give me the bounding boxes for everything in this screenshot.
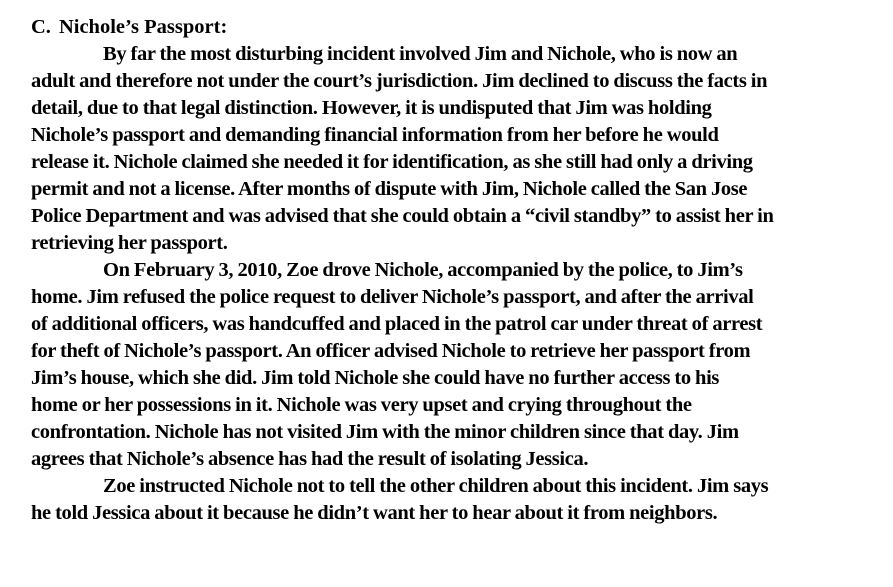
paragraph-1-line-5: release it. Nichole claimed she needed it for identification, as she still had only a driving [31, 151, 753, 173]
paragraph-1-line-2: adult and therefore not under the court’s jurisdiction. Jim declined to discuss the facts in [31, 70, 768, 92]
section-title: Nichole’s Passport: [58, 16, 228, 38]
paragraph-2-line-1: On February 3, 2010, Zoe drove Nichole, accompanied by the police, to Jim’s [103, 259, 743, 281]
paragraph-1-line-1: By far the most disturbing incident involved Jim and Nichole, who is now an [103, 43, 738, 65]
paragraph-2-line-3: of additional officers, was handcuffed and placed in the patrol car under threat of arrest [31, 313, 763, 335]
paragraph-1-line-3: detail, due to that legal distinction. However, it is undisputed that Jim was holding [31, 97, 712, 119]
paragraph-1-line-8: retrieving her passport. [31, 232, 228, 254]
paragraph-2-line-7: confrontation. Nichole has not visited Jim with the minor children since that day. Jim [31, 421, 739, 443]
paragraph-2-line-6: home or her possessions in it. Nichole was very upset and crying throughout the [31, 394, 692, 416]
paragraph-2-line-8: agrees that Nichole’s absence has had the result of isolating Jessica. [31, 448, 589, 470]
paragraph-3-line-2: he told Jessica about it because he didn’t want her to hear about it from neighbors. [31, 502, 718, 524]
paragraph-2-line-4: for theft of Nichole’s passport. An officer advised Nichole to retrieve her passport from [31, 340, 751, 362]
section-letter: C. [31, 16, 51, 38]
paragraph-3-line-1: Zoe instructed Nichole not to tell the other children about this incident. Jim says [103, 475, 769, 497]
paragraph-2-line-5: Jim’s house, which she did. Jim told Nichole she could have no further access to his [31, 367, 720, 389]
paragraph-1-line-4: Nichole’s passport and demanding financial information from her before he would [31, 124, 719, 146]
paragraph-1-line-6: permit and not a license. After months of dispute with Jim, Nichole called the San Jose [31, 178, 748, 200]
paragraph-1-line-7: Police Department and was advised that she could obtain a “civil standby” to assist her in [31, 205, 774, 227]
section-heading [31, 14, 227, 41]
paragraph-2-line-2: home. Jim refused the police request to deliver Nichole’s passport, and after the arrival [31, 286, 754, 308]
